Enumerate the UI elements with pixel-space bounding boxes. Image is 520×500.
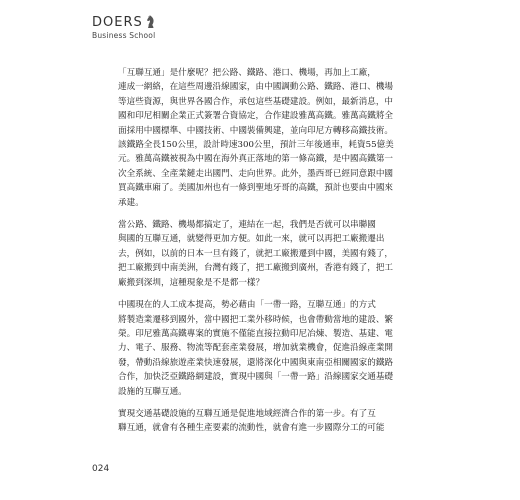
text-line: 中國現在的人工成本提高，勢必藉由「一帶一路，互聯互通」的方式 [118, 300, 376, 311]
paragraph [118, 298, 422, 399]
text-line: 把工廠搬到中南美洲，台灣有錢了，把工廠搬到廣州，香港有錢了，把工 [118, 263, 394, 274]
text-line: 力、電子、服務、物流等配套產業發展，增加就業機會，促進沿線產業開 [118, 343, 394, 354]
text-line: 承建。 [118, 197, 144, 208]
text-line: 發，帶動沿線旅遊產業快速發展，還將深化中國與東南亞相關國家的鐵路 [118, 357, 394, 368]
text-line: 元。雅萬高鐵被視為中國在海外真正落地的第一條高鐵，是中國高鐵第一 [118, 154, 394, 165]
text-line: 次全系統、全產業鏈走出國門、走向世界。此外，墨西哥已經同意跟中國 [118, 168, 394, 179]
text-line: 等這些資源，與世界各國合作，承包這些基礎建設。例如，最新消息，中 [118, 96, 394, 107]
text-line: 當公路、鐵路、機場都搞定了，連結在一起，我們是否就可以串聯國 [118, 220, 376, 231]
text-line: 買高鐵車廂了。美國加州也有一條到聖地牙哥的高鐵，預計也要由中國來 [118, 183, 394, 194]
text-line: 廠搬到深圳，這種現象是不是都一樣？ [118, 277, 265, 288]
brand-name: DOERS [92, 15, 143, 30]
text-line: 實現交通基礎設施的互聯互通是促進地域經濟合作的第一步。有了互 [118, 408, 376, 419]
text-line: 「互聯互通」是什麼呢？把公路、鐵路、港口、機場，再加上工廠， [118, 68, 376, 78]
text-line: 連成一網絡，在這些周邊沿線國家，由中國調動公路、鐵路、港口、機場 [118, 82, 394, 93]
text-line: 該鐵路全長150公里，設計時速300公里，預計三年後通車，耗資55億美 [118, 140, 394, 151]
text-line: 國和印尼相關企業正式簽署合資協定，合作建設雅萬高鐵。雅萬高鐵將全 [118, 111, 394, 122]
paragraph [118, 218, 422, 290]
chess-knight-icon [146, 14, 155, 29]
brand-logo [92, 14, 155, 29]
paragraph [118, 66, 422, 210]
text-line: 榮。印尼雅萬高鐵專案的實施不僅能直接拉動印尼冶煉、製造、基建、電 [118, 328, 394, 339]
text-line: 與國的互聯互通，就變得更加方便。如此一來，就可以再把工廠搬遷出 [118, 234, 385, 245]
page-header [92, 14, 155, 40]
text-line: 將製造業遷移到國外，當中國把工業外移時候，也會帶動當地的建設、繁 [118, 314, 394, 325]
body-text [118, 66, 422, 444]
text-line: 面採用中國標準、中國技術、中國裝備興建，並向印尼方轉移高鐵技術。 [118, 125, 394, 136]
page-number: 024 [92, 464, 110, 474]
text-line: 合作，加快泛亞鐵路網建設，實現中國與「一帶一路」沿線國家交通基礎 [118, 372, 394, 383]
paragraph [118, 407, 422, 436]
text-line: 聯互通，就會有各種生產要素的流動性，就會有進一步國際分工的可能 [118, 423, 385, 434]
brand-subtitle: Business School [92, 31, 156, 40]
text-line: 去，例如，以前的日本一旦有錢了，就把工廠搬遷到中國，美國有錢了， [118, 248, 394, 259]
text-line: 設施的互聯互通。 [118, 386, 187, 397]
